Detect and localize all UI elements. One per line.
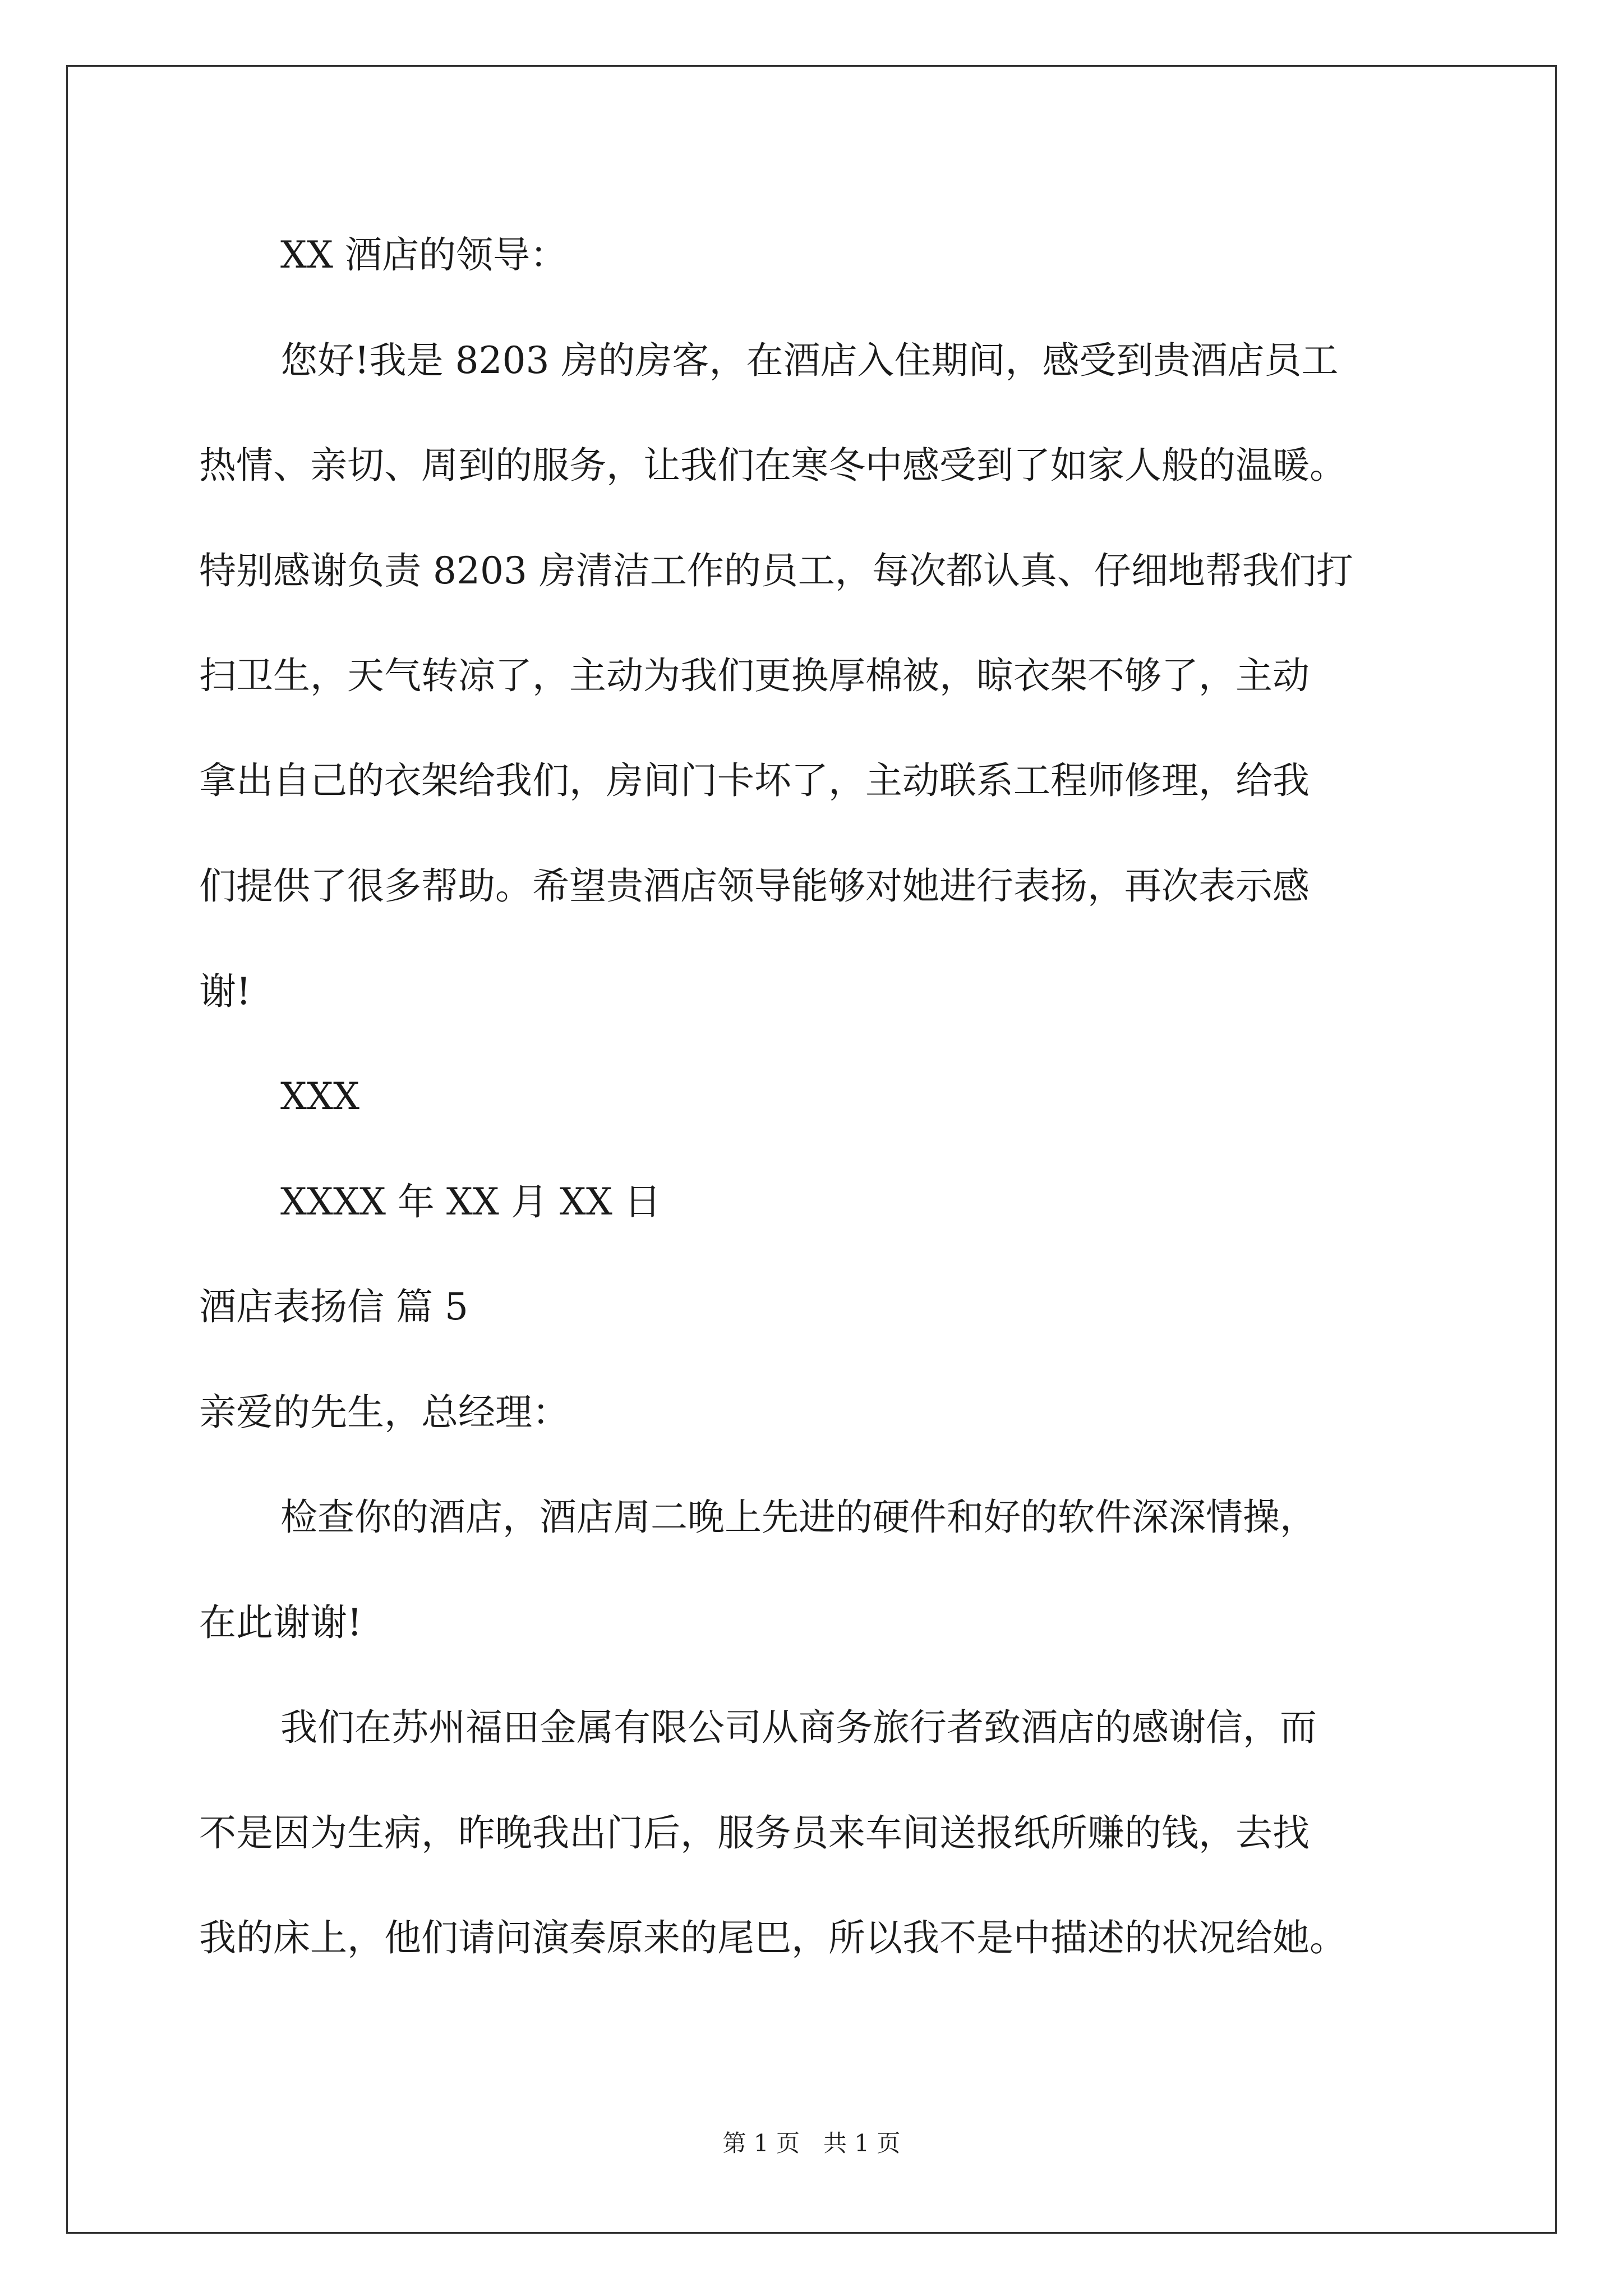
body-line: 检查你的酒店，酒店周二晚上先进的硬件和好的软件深深情操， bbox=[280, 1496, 1317, 1539]
page-frame bbox=[66, 65, 1557, 2234]
body-line: 我们在苏州福田金属有限公司从商务旅行者致酒店的感谢信，而 bbox=[280, 1706, 1317, 1749]
body-line: 扫卫生，天气转凉了，主动为我们更换厚棉被，晾衣架不够了，主动 bbox=[199, 654, 1310, 697]
salutation-line: XX 酒店的领导： bbox=[280, 233, 567, 277]
body-line: 拿出自己的衣架给我们，房间门卡坏了，主动联系工程师修理，给我 bbox=[199, 759, 1310, 802]
body-line: 我的床上，他们请问演奏原来的尾巴，所以我不是中描述的状况给她。 bbox=[199, 1916, 1347, 1959]
body-line: 谢! bbox=[199, 970, 251, 1013]
body-line: 特别感谢负责 8203 房清洁工作的员工，每次都认真、仔细地帮我们打 bbox=[199, 549, 1353, 592]
body-line: 热情、亲切、周到的服务，让我们在寒冬中感受到了如家人般的温暖。 bbox=[199, 444, 1347, 487]
body-line: 在此谢谢! bbox=[199, 1601, 362, 1644]
body-line: 不是因为生病，昨晚我出门后，服务员来车间送报纸所赚的钱，去找 bbox=[199, 1811, 1310, 1855]
salutation-line: 亲爱的先生，总经理： bbox=[199, 1391, 569, 1434]
body-line: 您好!我是 8203 房的房客，在酒店入住期间，感受到贵酒店员工 bbox=[280, 339, 1339, 382]
section-heading: 酒店表扬信 篇 5 bbox=[199, 1285, 468, 1328]
page-number: 第 1 页 共 1 页 bbox=[722, 2129, 901, 2157]
body-line: 们提供了很多帮助。希望贵酒店领导能够对她进行表扬，再次表示感 bbox=[199, 864, 1310, 908]
signature-date: XXXX 年 XX 月 XX 日 bbox=[280, 1180, 661, 1223]
signature-name: XXX bbox=[280, 1075, 359, 1118]
